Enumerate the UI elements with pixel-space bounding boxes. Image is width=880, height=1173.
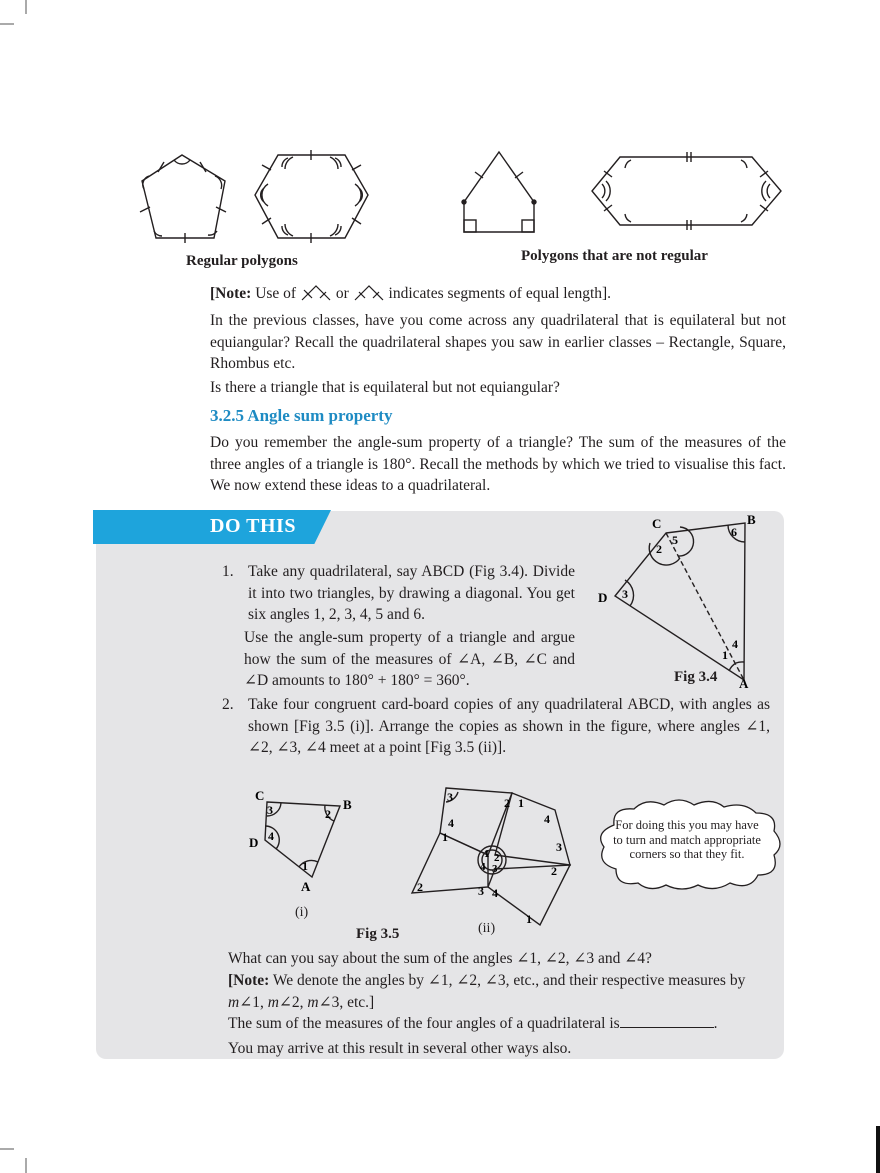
cloud-hint-text: For doing this you may have to turn and match appropriate corners so that they fit.: [613, 818, 761, 861]
item2-number: 2.: [222, 696, 234, 713]
angle-3: 3: [622, 587, 628, 601]
small-label-a: A: [301, 879, 311, 894]
angle-5: 5: [672, 533, 678, 547]
label-b: B: [747, 512, 756, 527]
big-angle-2c: 2: [417, 880, 423, 894]
item2-text: Take four congruent card-board copies of any quadrilateral ABCD, with angles as shown [Fig 3.5 (i)]. Arrange the copies as shown in the figure, where angles ∠1, ∠2, ∠3, ∠4 meet at a point [Fig 3.5 (ii)].: [248, 696, 770, 756]
small-angle-1: 1: [302, 859, 308, 873]
big-angle-4c: 4: [492, 886, 498, 900]
angle-4: 4: [732, 637, 738, 651]
big-angle-2b: 2: [551, 864, 557, 878]
final-line: You may arrive at this result in several other ways also.: [228, 1040, 572, 1057]
fig-3-5-i: [245, 785, 365, 895]
label-d: D: [598, 590, 608, 605]
small-angle-4: 4: [268, 829, 274, 843]
paragraph-equilateral: In the previous classes, have you come across any quadrilateral that is equilateral but not equiangular? Recall the quadrilateral shapes you saw in earlier classes – Rectangle, Square, Rhombus etc.: [210, 312, 786, 372]
polygons-figure: [130, 140, 800, 250]
item1-number: 1.: [222, 563, 234, 580]
sum-line: The sum of the measures of the four angles of a quadrilateral is .: [228, 1015, 718, 1032]
small-angle-2: 2: [325, 807, 331, 821]
single-tick-mark-icon: [353, 284, 385, 302]
answer-blank[interactable]: [620, 1013, 714, 1028]
big-angle-4b: 4: [544, 812, 550, 826]
note-angles: [Note: We denote the angles by ∠1, ∠2, ∠3, etc., and their respective measures by m∠1, m∠2, m∠3, etc.]: [228, 972, 746, 1011]
double-tick-mark-icon: [300, 284, 332, 302]
fig-3-4: [590, 510, 770, 695]
regular-hexagon: [255, 155, 368, 238]
do-this-label: DO THIS: [210, 515, 296, 537]
paragraph-angle-sum: Do you remember the angle-sum property of a triangle? The sum of the measures of the three angles of a triangle is 180°. Recall the methods by which we tried to visualise this fact. We now extend these ideas to a quadrilateral.: [210, 434, 786, 494]
small-label-c: C: [255, 788, 265, 803]
fig-3-5-ii-label: (ii): [478, 921, 496, 936]
big-angle-1b: 1: [442, 830, 448, 844]
big-angle-4a: 4: [448, 816, 454, 830]
center-angle-2: 2: [494, 852, 500, 864]
angle-2: 2: [656, 542, 662, 556]
paragraph-triangle-question: Is there a triangle that is equilateral but not equiangular?: [210, 379, 560, 396]
big-angle-3c: 3: [478, 884, 484, 898]
big-angle-1c: 1: [526, 912, 532, 926]
tile-bottom-left: [412, 833, 488, 893]
irregular-hexagon: [592, 157, 781, 225]
section-heading: 3.2.5 Angle sum property: [210, 406, 393, 425]
angle-1: 1: [722, 648, 728, 662]
fig-3-5-i-label: (i): [295, 905, 309, 920]
caption-regular-polygons: Regular polygons: [186, 253, 298, 269]
label-c: C: [652, 516, 662, 531]
fig-3-5-ii: [400, 783, 590, 928]
note-equal-segments: [Note: Use of or indicates segments of equal length].: [210, 285, 612, 302]
caption-not-regular-polygons: Polygons that are not regular: [521, 248, 708, 264]
label-a: A: [739, 676, 749, 691]
question-line: What can you say about the sum of the angles ∠1, ∠2, ∠3 and ∠4?: [228, 950, 652, 967]
regular-pentagon: [142, 155, 225, 238]
center-angle-1: 1: [484, 848, 490, 860]
big-angle-1a: 1: [518, 796, 524, 810]
note2-label: [Note:: [228, 972, 270, 989]
diagonal-ca: [666, 533, 744, 680]
small-angle-3: 3: [267, 803, 273, 817]
center-angle-3: 3: [492, 863, 498, 875]
fig-3-5-caption: Fig 3.5: [356, 926, 400, 942]
big-angle-3b: 3: [556, 840, 562, 854]
small-label-b: B: [343, 797, 352, 812]
big-angle-2a: 2: [504, 796, 510, 810]
big-angle-3a: 3: [447, 790, 453, 804]
item1-text: Take any quadrilateral, say ABCD (Fig 3.4). Divide it into two triangles, by drawing a diagonal. You get six angles 1, 2, 3, 4, 5 and 6.: [248, 563, 575, 623]
angle-6: 6: [731, 525, 737, 539]
small-label-d: D: [249, 835, 259, 850]
center-angle-4: 4: [480, 861, 486, 873]
fig-3-4-caption: Fig 3.4: [674, 669, 718, 685]
item1-text2: Use the angle-sum property of a triangle and argue how the sum of the measures of ∠A, ∠B, ∠C and ∠D amounts to 180° + 180° = 360°.: [244, 629, 575, 689]
note-label: [Note:: [210, 285, 252, 302]
